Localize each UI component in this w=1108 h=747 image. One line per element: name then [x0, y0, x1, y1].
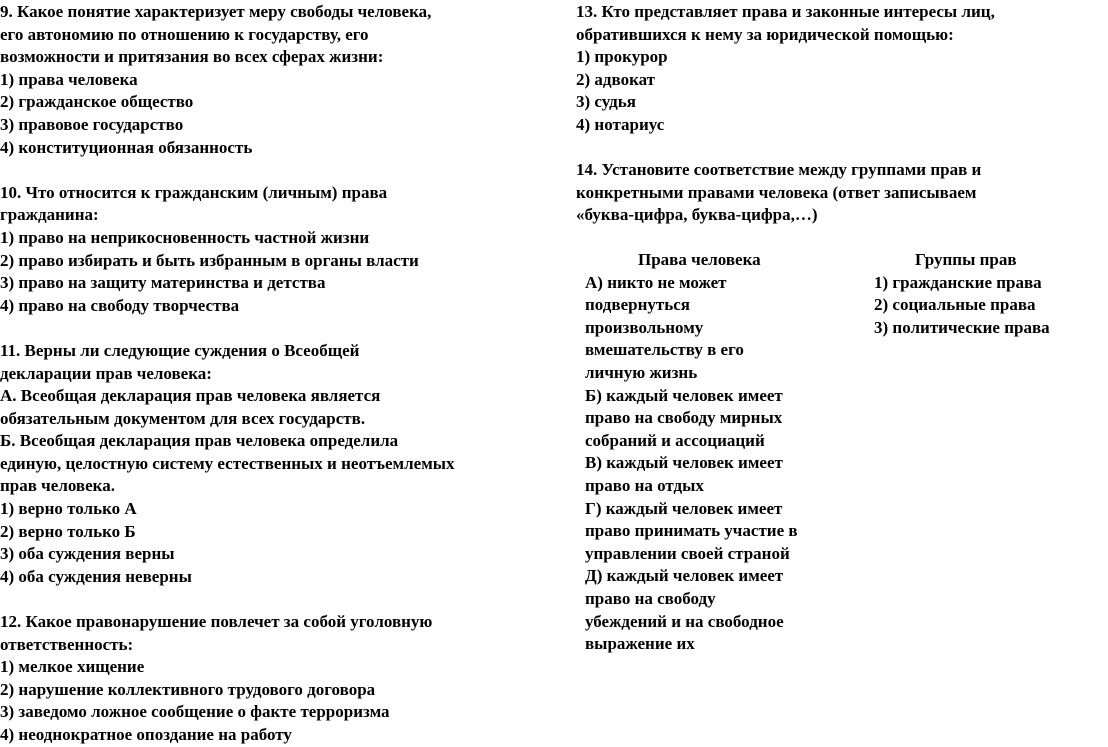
- question-9-text-line-1: 9. Какое понятие характеризует меру свободы человека,: [0, 2, 432, 21]
- question-11-option-3: 3) оба суждения верны: [0, 544, 175, 564]
- right-a-line-3: произвольному: [585, 317, 704, 337]
- question-9-option-1: 1) права человека: [0, 69, 138, 89]
- rights-column: [585, 249, 845, 656]
- question-13-option-1: 1) прокурор: [576, 47, 668, 67]
- question-12-option-3: 3) заведомо ложное сообщение о факте терроризма: [0, 702, 390, 722]
- groups-column: [874, 249, 1106, 339]
- left-column: [0, 1, 560, 747]
- right-g-line-1: Г) каждый человек имеет: [585, 498, 783, 518]
- right-a-line-4: вмешательству в его: [585, 340, 744, 360]
- question-11-text-line-7: прав человека.: [0, 476, 115, 496]
- right-a-line-2: подвернуться: [585, 295, 690, 315]
- question-14: [576, 159, 1106, 227]
- right-a-line-1: А) никто не может: [585, 272, 727, 292]
- right-d-line-4: выражение их: [585, 634, 695, 654]
- right-v-line-1: В) каждый человек имеет: [585, 453, 783, 473]
- group-2: 2) социальные права: [874, 295, 1036, 315]
- question-10-text-line-1: 10. Что относится к гражданским (личным) права: [0, 182, 388, 202]
- question-13: [576, 1, 1106, 137]
- question-12: [0, 611, 560, 747]
- right-a-line-5: личную жизнь: [585, 362, 698, 382]
- right-d-line-3: убеждений и на свободное: [585, 611, 784, 631]
- group-1: 1) гражданские права: [874, 272, 1042, 292]
- right-b-line-2: право на свободу мирных: [585, 408, 783, 428]
- question-11-text-line-5: Б. Всеобщая декларация прав человека определила: [0, 431, 399, 451]
- question-10-text-line-2: гражданина:: [0, 205, 99, 225]
- question-13-option-3: 3) судья: [576, 92, 636, 112]
- question-10-option-2: 2) право избирать и быть избранным в органы власти: [0, 250, 419, 270]
- question-11: [0, 340, 560, 589]
- question-10-option-3: 3) право на защиту материнства и детства: [0, 273, 326, 293]
- spacer: [576, 137, 1106, 160]
- question-9-option-4: 4) конституционная обязанность: [0, 137, 253, 157]
- question-10-option-1: 1) право на неприкосновенность частной жизни: [0, 227, 370, 247]
- right-b-line-1: Б) каждый человек имеет: [585, 385, 783, 405]
- question-9-option-3: 3) правовое государство: [0, 114, 184, 134]
- group-3: 3) политические права: [874, 317, 1050, 337]
- question-10: [0, 182, 560, 318]
- question-10-option-4: 4) право на свободу творчества: [0, 295, 240, 315]
- question-9: [0, 1, 560, 159]
- right-v-line-2: право на отдых: [585, 475, 704, 495]
- spacer: [0, 588, 560, 611]
- spacer: [0, 159, 560, 182]
- groups-header: Группы прав: [915, 250, 1017, 269]
- question-14-text-line-2: конкретными правами человека (ответ записываем: [576, 182, 977, 202]
- right-b-line-3: собраний и ассоциаций: [585, 430, 765, 450]
- question-11-text-line-6: единую, целостную систему естественных и неотъемлемых: [0, 453, 455, 473]
- right-d-line-2: право на свободу: [585, 588, 716, 608]
- question-13-text-line-1: 13. Кто представляет права и законные интересы лиц,: [576, 2, 995, 21]
- question-11-option-4: 4) оба суждения неверны: [0, 566, 192, 586]
- rights-header: Права человека: [638, 250, 761, 269]
- question-9-option-2: 2) гражданское общество: [0, 92, 194, 112]
- question-11-text-line-3: А. Всеобщая декларация прав человека является: [0, 386, 381, 406]
- question-12-text-line-2: ответственность:: [0, 634, 134, 654]
- question-14-text-line-1: 14. Установите соответствие между группами прав и: [576, 160, 982, 180]
- question-11-text-line-2: декларации прав человека:: [0, 363, 212, 383]
- right-d-line-1: Д) каждый человек имеет: [585, 566, 784, 586]
- question-11-text-line-4: обязательным документом для всех государств.: [0, 408, 366, 428]
- question-11-option-1: 1) верно только А: [0, 499, 137, 519]
- question-11-text-line-1: 11. Верны ли следующие суждения о Всеобщей: [0, 340, 360, 360]
- question-12-option-1: 1) мелкое хищение: [0, 657, 145, 677]
- question-9-text-line-3: возможности и притязания во всех сферах жизни:: [0, 47, 384, 67]
- question-13-option-4: 4) нотариус: [576, 114, 665, 134]
- spacer: [0, 317, 560, 340]
- question-12-option-2: 2) нарушение коллективного трудового договора: [0, 679, 376, 699]
- question-11-option-2: 2) верно только Б: [0, 521, 136, 541]
- question-13-text-line-2: обратившихся к нему за юридической помощью:: [576, 24, 954, 44]
- question-14-text-line-3: «буква-цифра, буква-цифра,…): [576, 205, 818, 225]
- question-12-option-4: 4) неоднократное опоздание на работу: [0, 725, 292, 744]
- right-g-line-2: право принимать участие в: [585, 521, 798, 541]
- right-column: [576, 1, 1106, 227]
- question-12-text-line-1: 12. Какое правонарушение повлечет за собой уголовную: [0, 612, 433, 632]
- question-9-text-line-2: его автономию по отношению к государству, его: [0, 24, 369, 44]
- right-g-line-3: управлении своей страной: [585, 543, 790, 563]
- question-13-option-2: 2) адвокат: [576, 69, 656, 89]
